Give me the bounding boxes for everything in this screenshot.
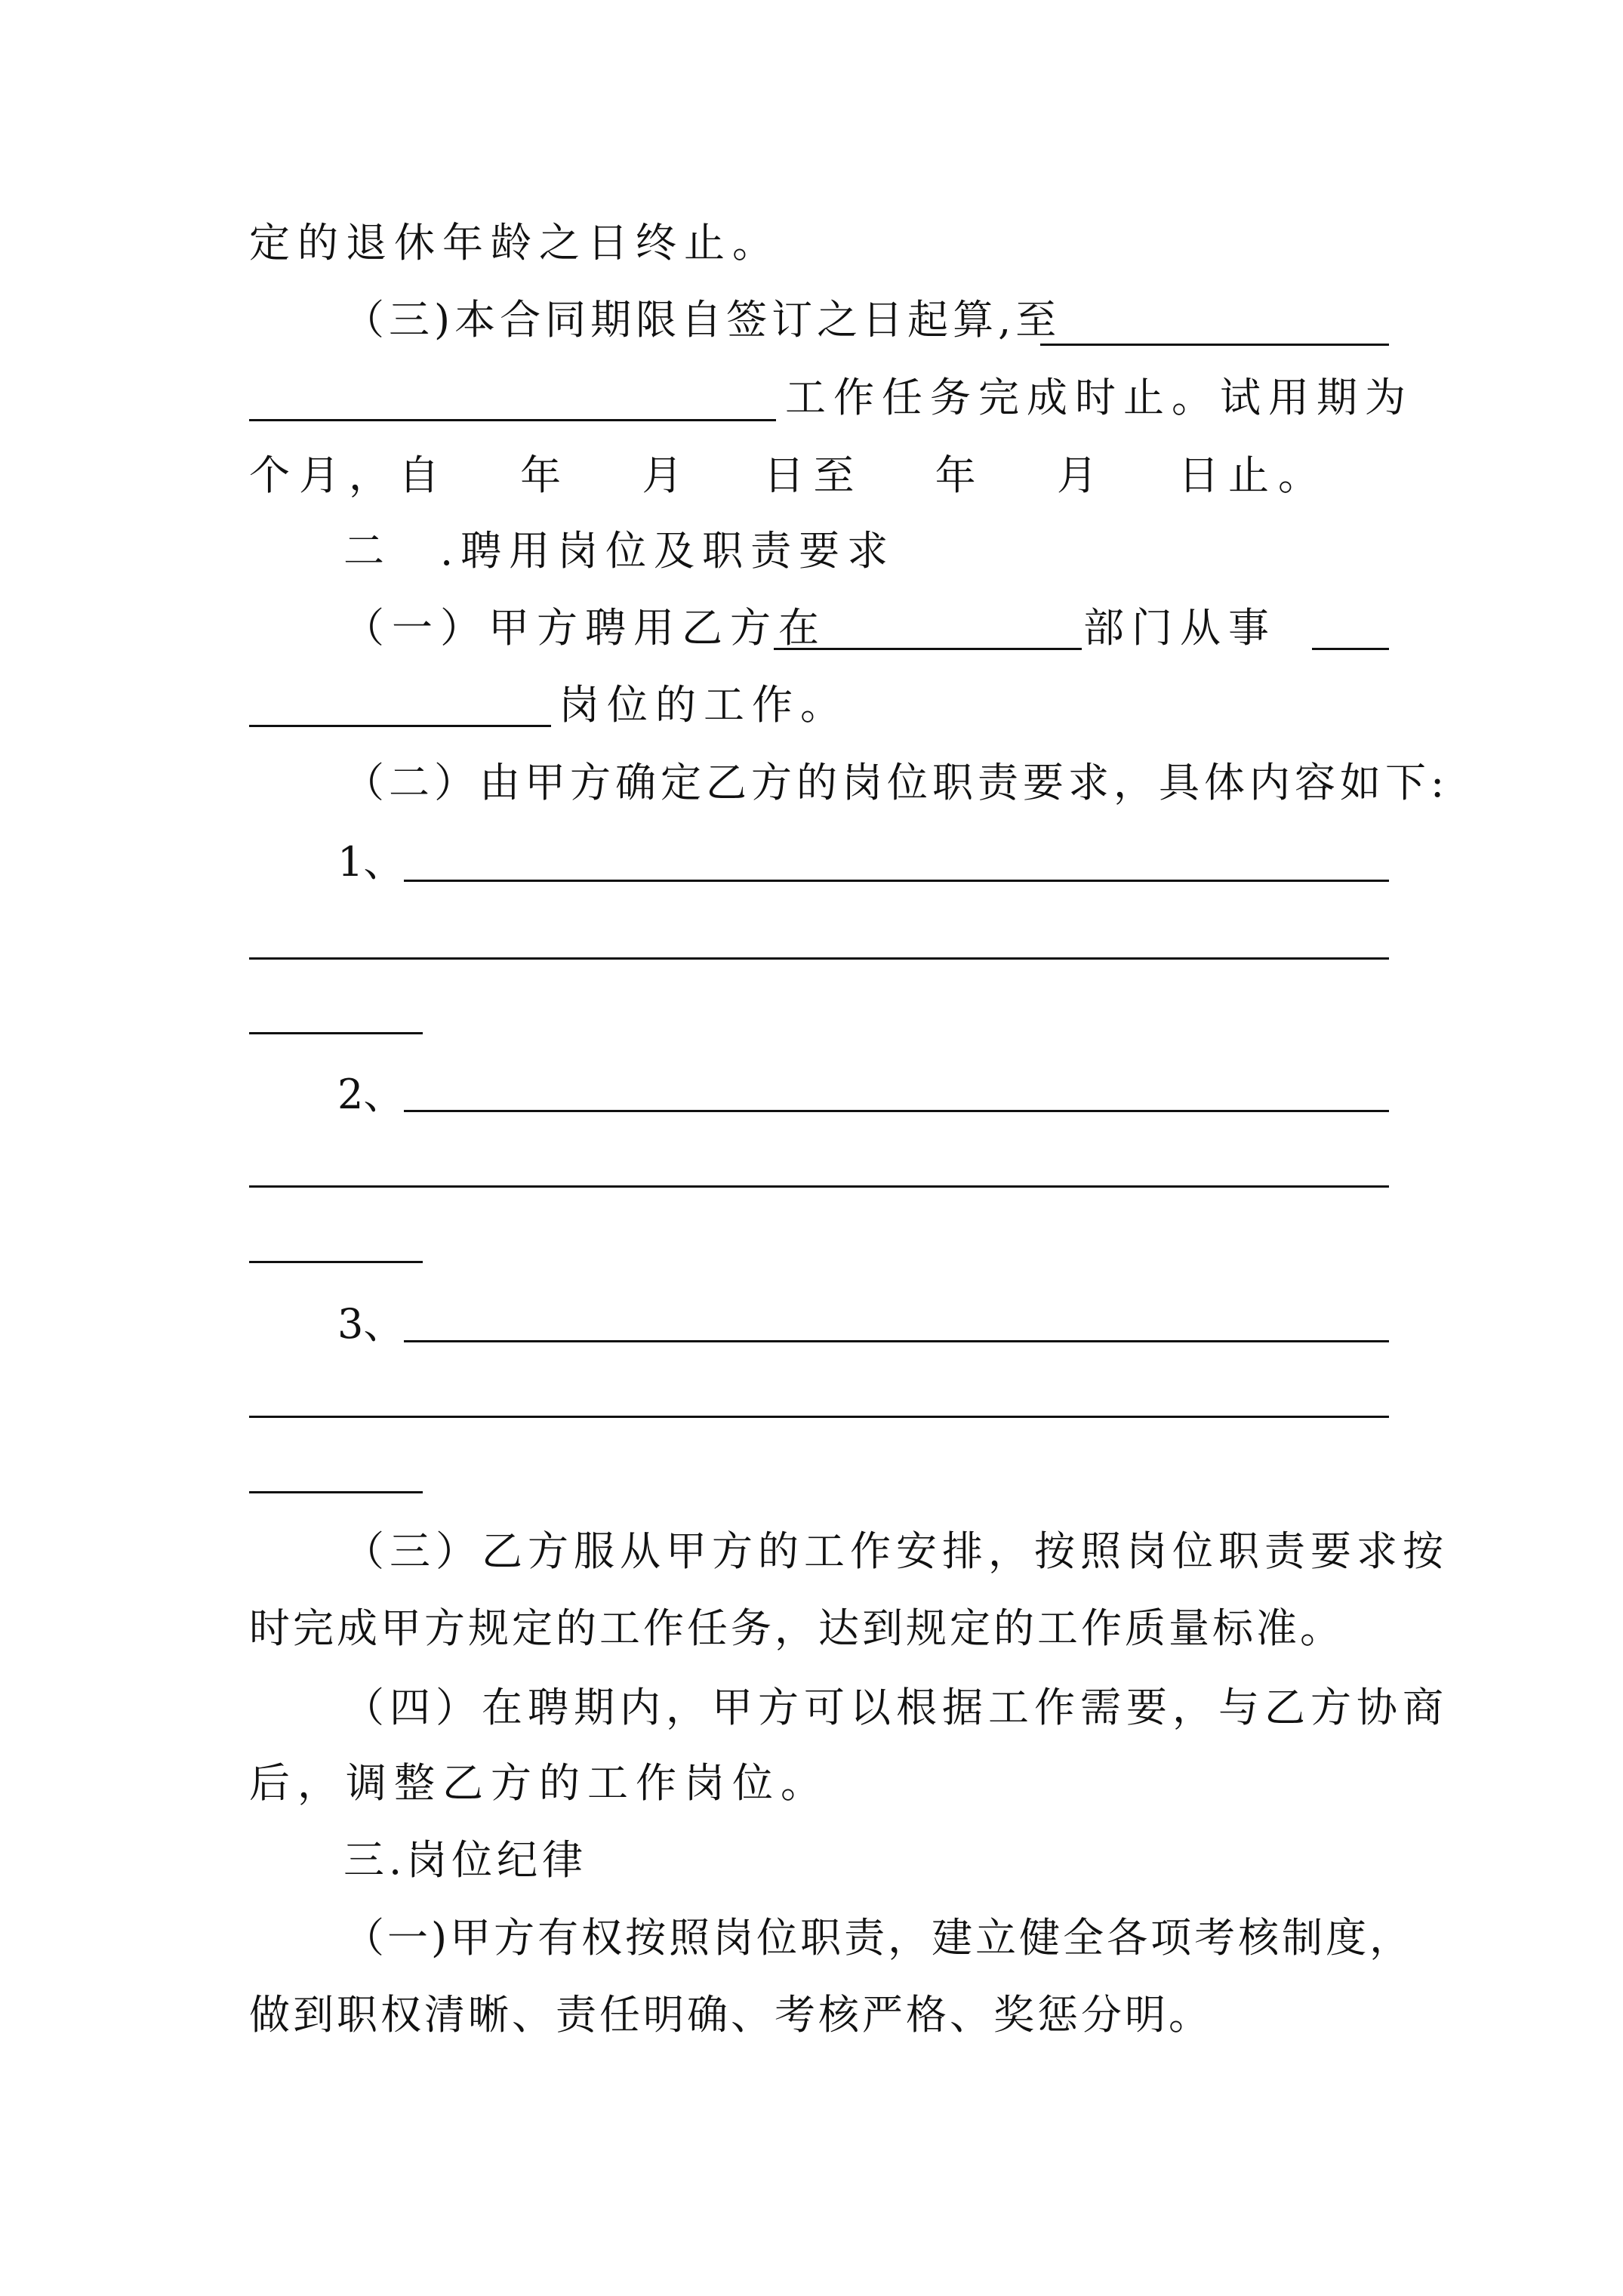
section-title: 三.岗位纪律 [343,1836,588,1884]
paragraph-line: （三）乙方服从甲方的工作安排，按照岗位职责要求按 [343,1527,1449,1575]
blank-line[interactable] [249,419,776,421]
blank-line[interactable] [249,1185,1389,1188]
blank-line[interactable] [774,648,1082,650]
item-label: 3、 [337,1300,405,1348]
section-title: 二 .聘用岗位及职责要求 [343,527,896,575]
blank-line[interactable] [404,1110,1389,1112]
paragraph-line: 时完成甲方规定的工作任务，达到规定的工作质量标准。 [249,1604,1344,1652]
item-label: 1、 [337,838,405,886]
paragraph-line: （三)本合同期限自签订之日起算,至 [343,296,1061,344]
paragraph-line: 部门从事 [1083,604,1277,652]
blank-line[interactable] [1312,648,1389,650]
paragraph-line: 做到职权清晰、责任明确、考核严格、奖惩分明。 [249,1991,1212,2039]
blank-line[interactable] [249,725,551,727]
paragraph-line: 工作任务完成时止。试用期为 [785,374,1413,421]
paragraph-line: （一）甲方聘用乙方在 [343,604,827,652]
paragraph-line: 个月，自 年 月 日至 年 月 日止。 [249,451,1328,499]
paragraph-line: 定的退休年龄之日终止。 [249,219,781,267]
blank-line[interactable] [404,880,1389,882]
paragraph-line: 后，调整乙方的工作岗位。 [249,1759,829,1807]
paragraph-line: （一)甲方有权按照岗位职责，建立健全各项考核制度， [343,1914,1414,1962]
paragraph-line: （四）在聘期内，甲方可以根据工作需要，与乙方协商 [343,1684,1449,1731]
blank-line[interactable] [1040,344,1389,346]
blank-line[interactable] [404,1340,1389,1342]
blank-line[interactable] [249,1261,423,1263]
blank-line[interactable] [249,1032,423,1034]
item-label: 2、 [337,1071,405,1118]
blank-line[interactable] [249,1491,423,1493]
blank-line[interactable] [249,957,1389,960]
paragraph-line: （二）由甲方确定乙方的岗位职责要求，具体内容如下: [343,759,1449,806]
blank-line[interactable] [249,1416,1389,1418]
paragraph-line: 岗位的工作。 [559,681,848,729]
